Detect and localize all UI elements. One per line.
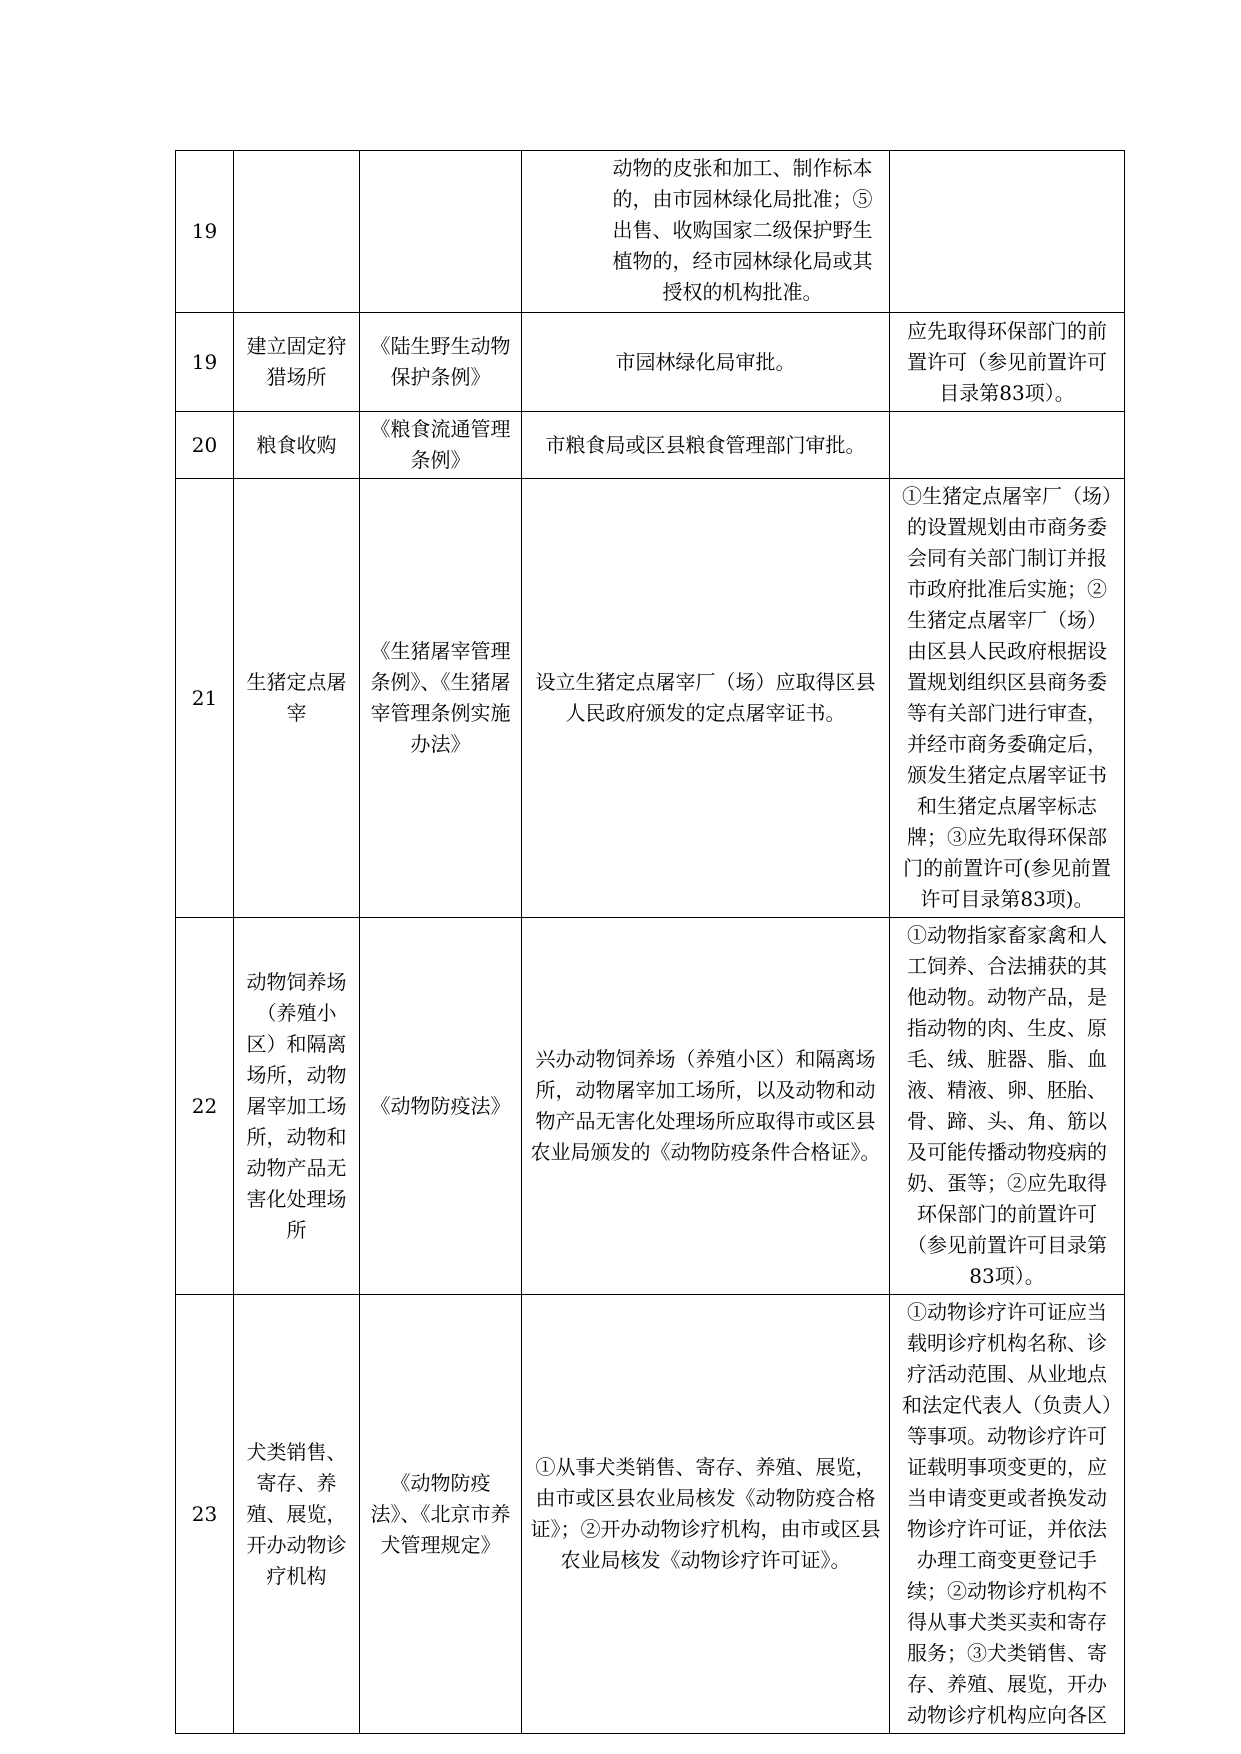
approval-requirement: ①从事犬类销售、寄存、养殖、展览，由市或区县农业局核发《动物防疫合格证》；②开办动物诊疗机构，由市或区县农业局核发《动物诊疗许可证》。 — [522, 1295, 890, 1734]
note: ①生猪定点屠宰厂（场）的设置规划由市商务委会同有关部门制订并报市政府批准后实施；②生猪定点屠宰厂（场）由区县人民政府根据设置规划组织区县商务委等有关部门进行审查，并经市商务委确定后，颁发生猪定点屠宰证书和生猪定点屠宰标志牌；③应先取得环保部门的前置许可(参见前置许可目录第83项)。 — [890, 479, 1125, 918]
note — [890, 412, 1125, 479]
legal-basis: 《动物防疫法》、《北京市养犬管理规定》 — [360, 1295, 522, 1734]
legal-basis: 《陆生野生动物保护条例》 — [360, 313, 522, 412]
permit-table — [175, 150, 1125, 1734]
table-row — [176, 918, 1125, 1295]
item-name: 犬类销售、寄存、养殖、展览，开办动物诊疗机构 — [234, 1295, 360, 1734]
legal-basis: 《生猪屠宰管理条例》、《生猪屠宰管理条例实施办法》 — [360, 479, 522, 918]
item-name: 建立固定狩猎场所 — [234, 313, 360, 412]
row-number: 23 — [176, 1295, 234, 1734]
table-row — [176, 313, 1125, 412]
approval-requirement: 市粮食局或区县粮食管理部门审批。 — [522, 412, 890, 479]
legal-basis — [360, 151, 522, 313]
note: ①动物诊疗许可证应当载明诊疗机构名称、诊疗活动范围、从业地点和法定代表人（负责人）等事项。动物诊疗许可证载明事项变更的，应当申请变更或者换发动物诊疗许可证，并依法办理工商变更登记手续；②动物诊疗机构不得从事犬类买卖和寄存服务；③犬类销售、寄存、养殖、展览，开办动物诊疗机构应向各区 — [890, 1295, 1125, 1734]
item-name: 生猪定点屠宰 — [234, 479, 360, 918]
table-row — [176, 479, 1125, 918]
note: 应先取得环保部门的前置许可（参见前置许可目录第83项）。 — [890, 313, 1125, 412]
table-row — [176, 412, 1125, 479]
table-row — [176, 151, 1125, 313]
approval-requirement: 兴办动物饲养场（养殖小区）和隔离场所，动物屠宰加工场所，以及动物和动物产品无害化处理场所应取得市或区县农业局颁发的《动物防疫条件合格证》。 — [522, 918, 890, 1295]
table-row — [176, 1295, 1125, 1734]
row-number: 20 — [176, 412, 234, 479]
item-name: 粮食收购 — [234, 412, 360, 479]
row-number: 22 — [176, 918, 234, 1295]
item-name — [234, 151, 360, 313]
approval-requirement: 设立生猪定点屠宰厂（场）应取得区县人民政府颁发的定点屠宰证书。 — [522, 479, 890, 918]
row-number: 19 — [176, 313, 234, 412]
approval-requirement: 市园林绿化局审批。 — [522, 313, 890, 412]
row-number: 19 — [176, 151, 234, 313]
approval-requirement: 动物的皮张和加工、制作标本的，由市园林绿化局批准；⑤出售、收购国家二级保护野生植物的，经市园林绿化局或其授权的机构批准。 — [522, 151, 890, 313]
note: ①动物指家畜家禽和人工饲养、合法捕获的其他动物。动物产品，是指动物的肉、生皮、原毛、绒、脏器、脂、血液、精液、卵、胚胎、骨、蹄、头、角、筋以及可能传播动物疫病的奶、蛋等；②应先取得环保部门的前置许可（参见前置许可目录第83项）。 — [890, 918, 1125, 1295]
legal-basis: 《粮食流通管理条例》 — [360, 412, 522, 479]
item-name: 动物饲养场（养殖小区）和隔离场所，动物屠宰加工场所，动物和动物产品无害化处理场所 — [234, 918, 360, 1295]
legal-basis: 《动物防疫法》 — [360, 918, 522, 1295]
note — [890, 151, 1125, 313]
row-number: 21 — [176, 479, 234, 918]
